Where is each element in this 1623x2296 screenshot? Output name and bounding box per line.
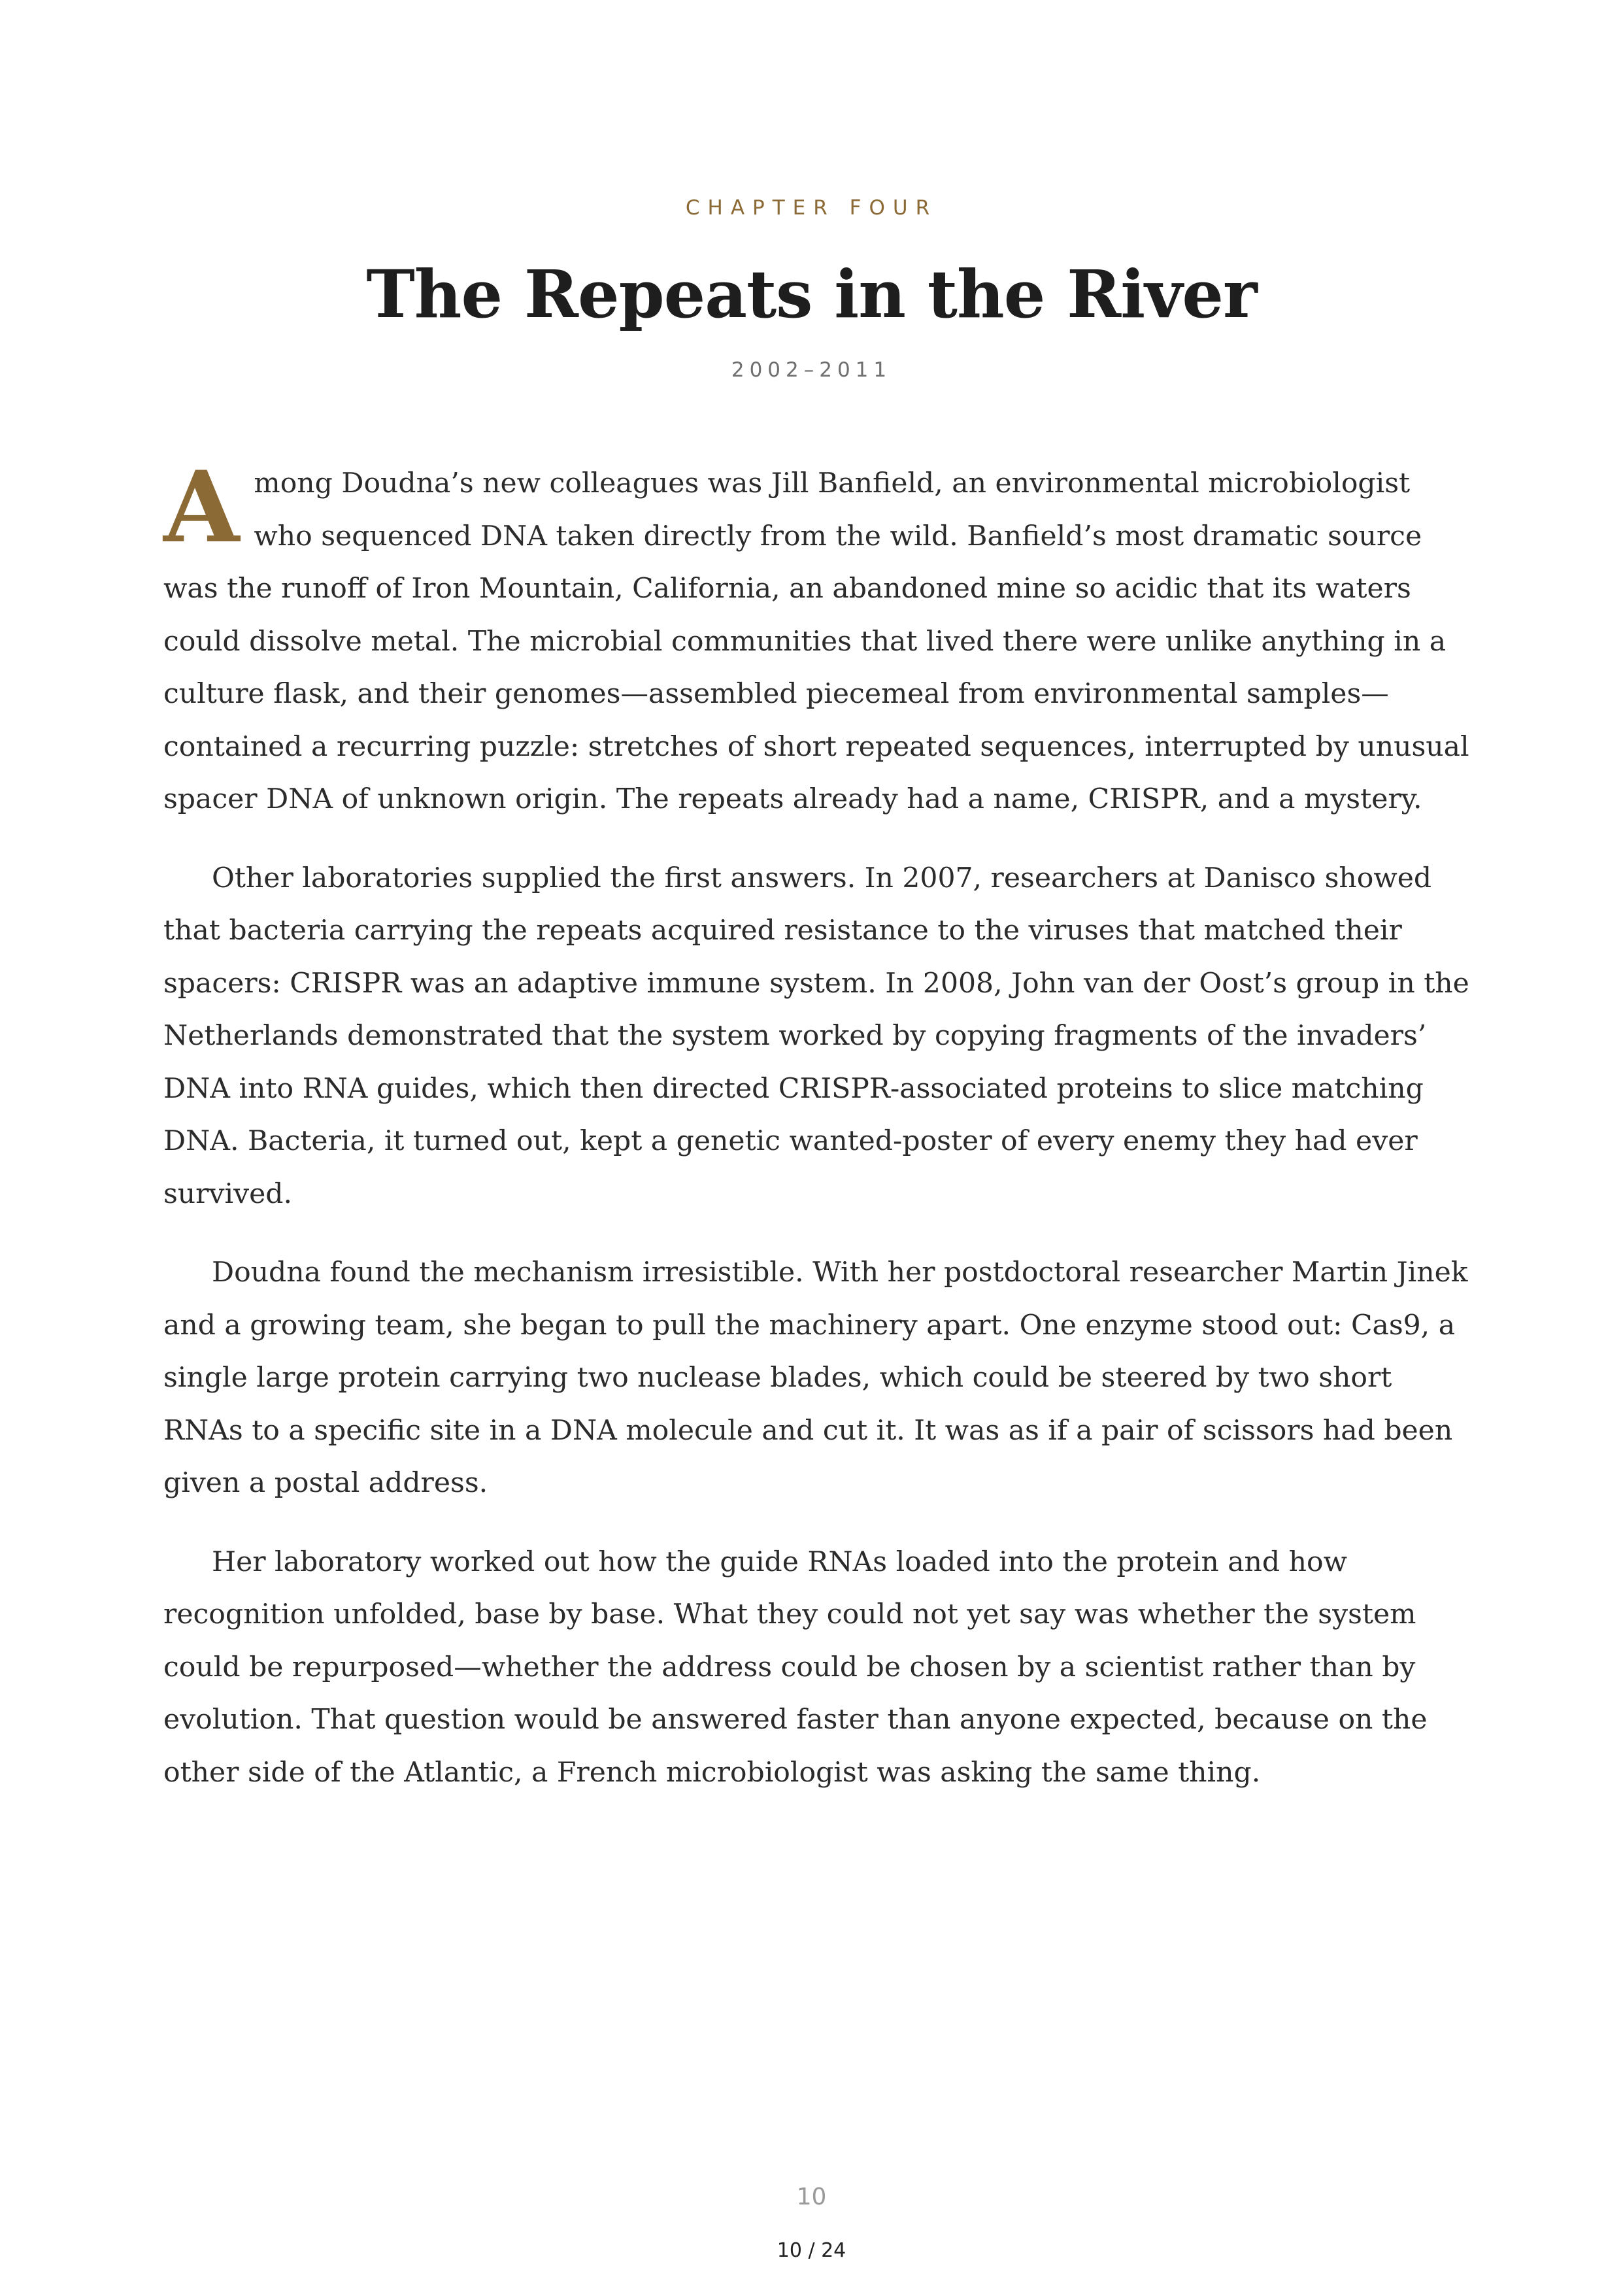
chapter-dates: 2002–2011 [731, 358, 892, 382]
chapter-body [163, 450, 1471, 1825]
paragraph-3: Doudna found the mechanism irresistible. With her postdoctoral researcher Martin Jinek and a growing team, she began to pull the machinery apart. One enzyme stood out: Cas9, a single large protein carrying two nuclease blades, which could be steered by two short RNAs to a specific site in a DNA molecule and cut it. It was as if a pair of scissors had been given a postal address. [163, 1257, 1468, 1499]
drop-cap: A [163, 450, 240, 565]
chapter-title: The Repeats in the River [366, 256, 1257, 333]
paragraph-2: Other laboratories supplied the first answers. In 2007, researchers at Danisco showed that bacteria carrying the repeats acquired resistance to the viruses that matched their spacers: CRISPR was an adaptive immune system. In 2008, John van der Oost’s group in the Netherlands demonstrated that the system worked by copying fragments of the invaders’ DNA into RNA guides, which then directed CRISPR-associated proteins to slice matching DNA. Bacteria, it turned out, kept a genetic wanted-poster of every enemy they had ever survived. [163, 862, 1469, 1210]
paragraph-1 [163, 450, 1471, 826]
page-counter: 10 / 24 [777, 2239, 846, 2262]
chapter-eyebrow: CHAPTER FOUR [685, 196, 938, 220]
paragraph-1-text: mong Doudna’s new colleagues was Jill Banfield, an environmental microbiologist who sequenced DNA taken directly from the wild. Banfield’s most dramatic source was the runoff of Iron Mountain, California, an abandoned mine so acidic that its waters could dissolve metal. The microbial communities that lived there were unlike anything in a culture flask, and their genomes—assembled piecemeal from environmental samples—contained a recurring puzzle: stretches of short repeated sequences, interrupted by unusual spacer DNA of unknown origin. The repeats already had a name, CRISPR, and a mystery. [163, 467, 1469, 815]
page-number: 10 [796, 2184, 827, 2210]
paragraph-4: Her laboratory worked out how the guide RNAs loaded into the protein and how recognition unfolded, base by base. What they could not yet say was whether the system could be repurposed—whether the address could be chosen by a scientist rather than by evolution. That question would be answered faster than anyone expected, because on the other side of the Atlantic, a French microbiologist was asking the same thing. [163, 1545, 1428, 1789]
